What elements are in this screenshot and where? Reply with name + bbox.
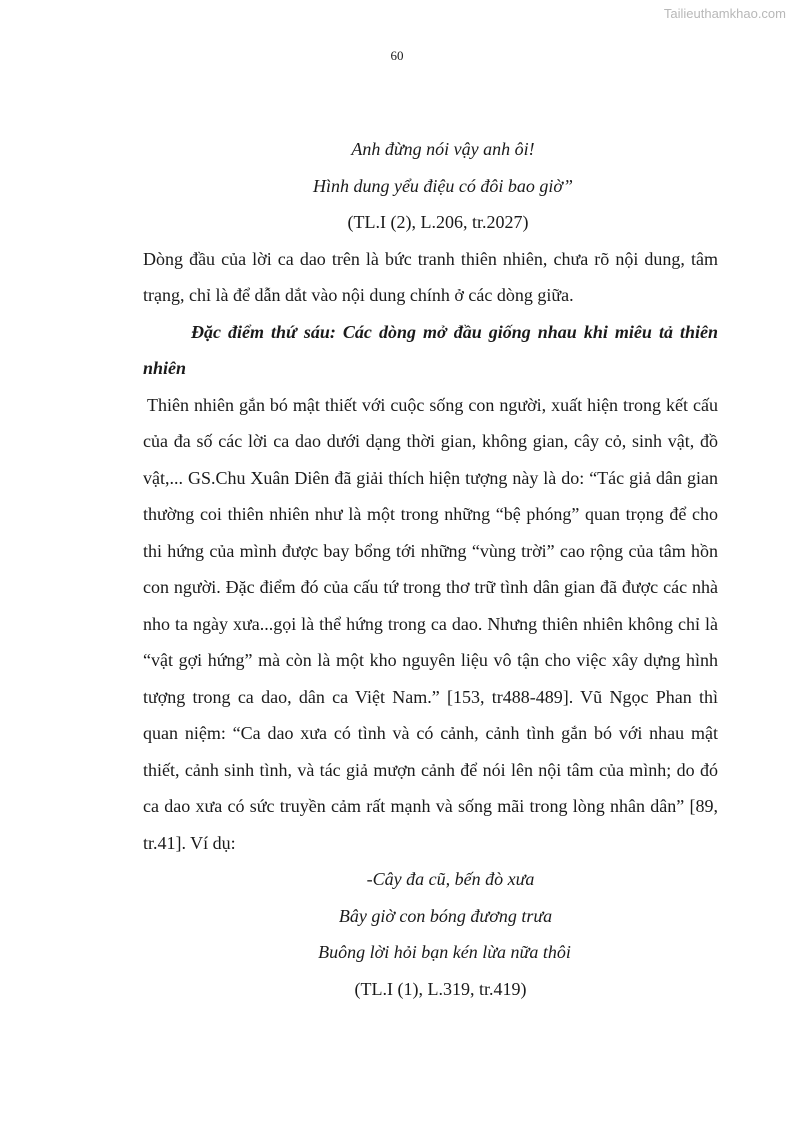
poem2-line1: -Cây đa cũ, bến đò xưa — [366, 869, 535, 889]
page-content — [143, 131, 718, 1007]
poem2-reference: (TL.I (1), L.319, tr.419) — [354, 978, 527, 999]
page-number: 60 — [390, 48, 404, 63]
poem2-line3: Buông lời hỏi bạn kén lừa nữa thôi — [318, 942, 571, 962]
watermark: Tailieuthamkhao.com — [663, 6, 786, 21]
poem1-reference: (TL.I (2), L.206, tr.2027) — [347, 212, 529, 232]
paragraph-1: Dòng đầu của lời ca dao trên là bức tranh thiên nhiên, chưa rõ nội dung, tâm trạng, chỉ là để dẫn dắt vào nội dung chính ở các dòng giữa. — [143, 248, 718, 305]
poem2 — [143, 861, 718, 1007]
poem1-line2: Hình dung yểu điệu có đôi bao giờ” — [312, 175, 574, 196]
section-heading: Đặc điểm thứ sáu: Các dòng mở đầu giống nhau khi miêu tả thiên nhiên — [143, 321, 718, 378]
paragraph-2: Thiên nhiên gắn bó mật thiết với cuộc sống con người, xuất hiện trong kết cấu của đa số các lời ca dao dưới dạng thời gian, không gian, cây cỏ, sinh vật, đồ vật,... GS.Chu Xuân Diên đã giải thích hiện tượng này là do: “Tác giả dân gian thường coi thiên nhiên như là một trong những “bệ phóng” quan trọng để cho thi hứng của mình được bay bổng tới những “vùng trời” cao rộng của tâm hồn con người. Đặc điểm đó của cấu tứ trong thơ trữ tình dân gian đã được các nhà nho ta ngày xưa...gọi là thể hứng trong ca dao. Nhưng thiên nhiên không chỉ là “vật gợi hứng” mà còn là một kho nguyên liệu vô tận cho việc xây dựng hình tượng trong ca dao, dân ca Việt Nam.” [153, tr488-489]. Vũ Ngọc Phan thì quan niệm: “Ca dao xưa có tình và có cảnh, cảnh tình gắn bó với nhau mật thiết, cảnh sinh tình, và tác giả mượn cảnh để nói lên nội tâm của mình; do đó ca dao xưa có sức truyền cảm rất mạnh và sống mãi trong lòng nhân dân” [89, tr.41]. Ví dụ: — [143, 394, 718, 853]
poem2-line2: Bây giờ con bóng đương trưa — [338, 905, 553, 926]
poem1-line1: Anh đừng nói vậy anh ôi! — [351, 139, 535, 159]
